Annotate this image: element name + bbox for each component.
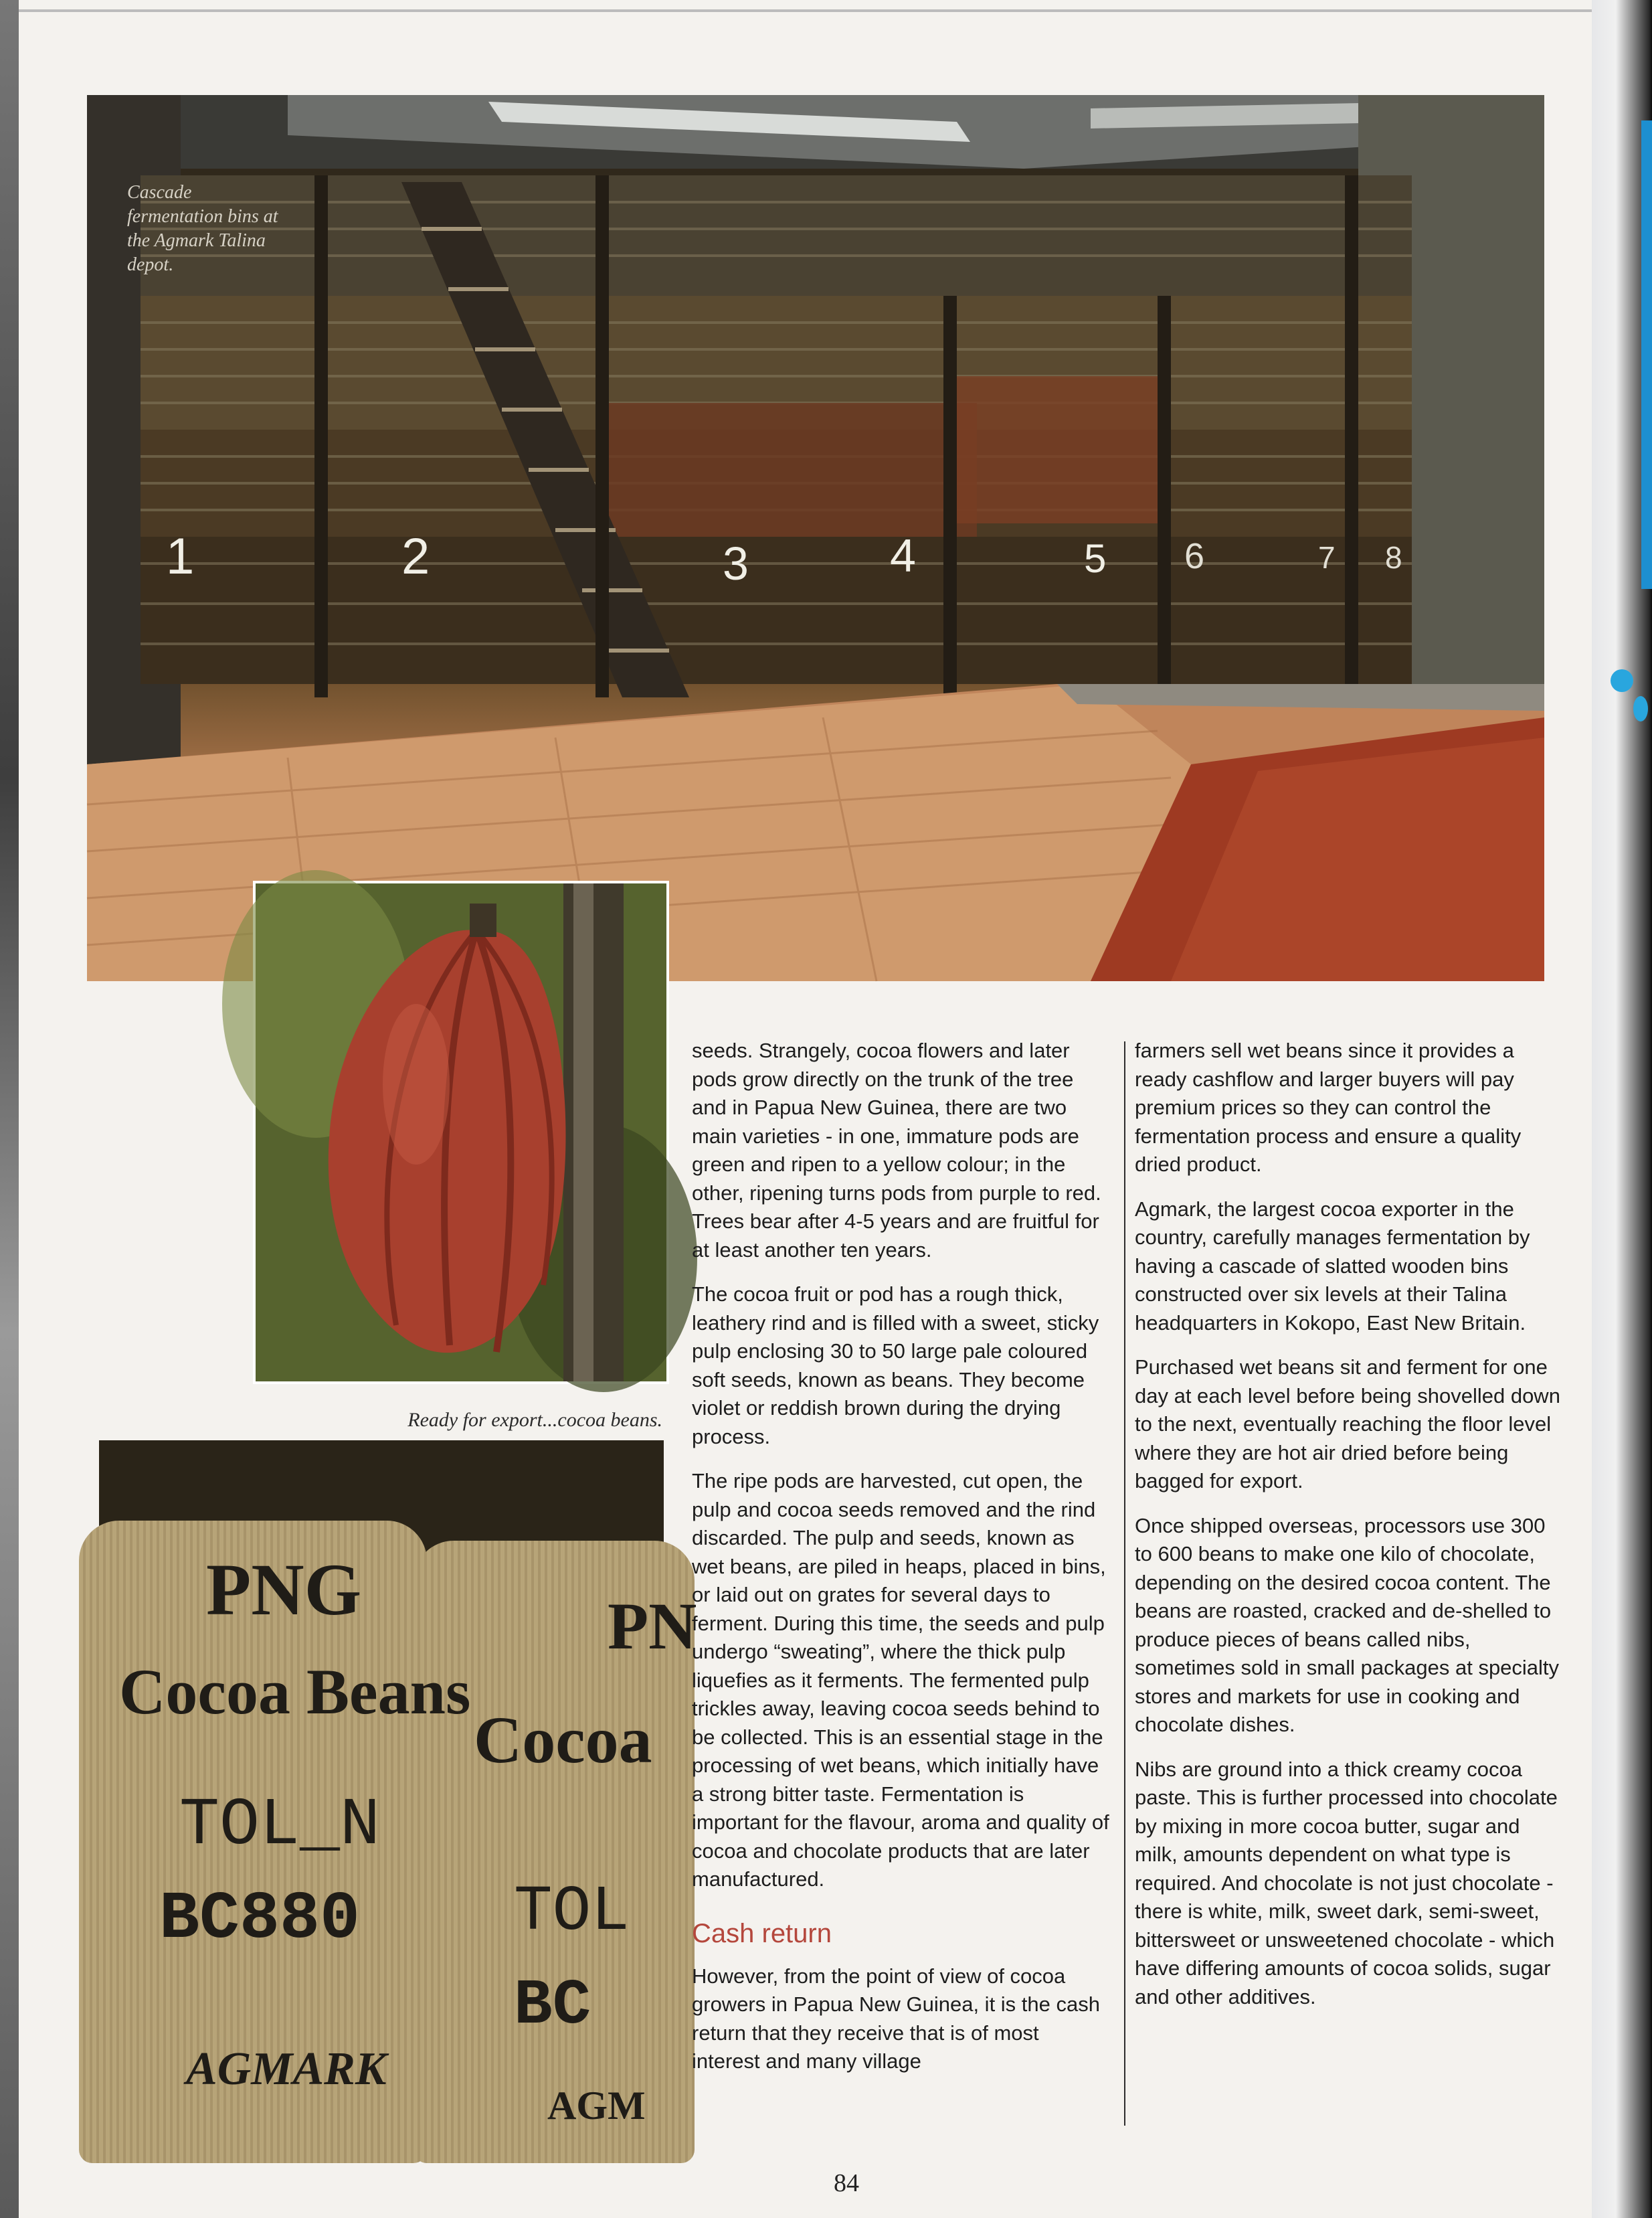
article-paragraph: The cocoa fruit or pod has a rough thick, leathery rind and is filled with a sweet, sticky pulp enclosing 30 to 50 large pale coloured soft seeds, known as beans. They become violet or reddish brown during the drying process. — [692, 1282, 1099, 1448]
blue-dot-decoration — [1611, 669, 1633, 692]
cocoa-pod-photo — [253, 881, 669, 1384]
sack-label-stencil: TOL — [514, 1875, 630, 1948]
cocoa-sacks-photo — [99, 1440, 697, 2136]
bin-number: 6 — [1184, 536, 1205, 576]
bin-number: 7 — [1318, 540, 1336, 575]
article-paragraph: Once shipped overseas, processors use 300 to 600 beans to make one kilo of chocolate, depending on the desired cocoa content. The beans are roasted, cracked and de-shelled to produce pieces of beans called nibs, sometimes sold in small packages at specialty stores and markets for use in cooking and chocolate dishes. — [1135, 1513, 1560, 1736]
bin-number: 4 — [890, 529, 916, 582]
section-heading: Cash return — [692, 1918, 832, 1948]
article-paragraph: Nibs are ground into a thick creamy cocoa paste. This is further processed into chocolate by mixing in more cocoa butter, sugar and milk, amounts dependent on what type is required. And chocolate is not just chocolate - there is white, milk, sweet dark, semi-sweet, bittersweet or unsweetened chocolate - which have differing amounts of cocoa solids, sugar and other additives. — [1135, 1757, 1558, 2009]
article-paragraph: However, from the point of view of cocoa growers in Papua New Guinea, it is the cash return that they receive that is of most interest and many village — [692, 1964, 1100, 2073]
article-paragraph: seeds. Strangely, cocoa flowers and later pods grow directly on the trunk of the tree and in Papua New Guinea, there are two main varieties - in one, immature pods are green and ripen to a yellow colour; in the other, ripening turns pods from purple to red. Trees bear after 4-5 years and are fruitful for at least another ten years. — [692, 1039, 1101, 1262]
facing-page-blue-bar — [1641, 120, 1652, 589]
article-paragraph: farmers sell wet beans since it provides a ready cashflow and larger buyers will pay premium prices so they can control the fermentation process and ensure a quality dried product. — [1135, 1039, 1522, 1176]
bin-number: 5 — [1084, 536, 1107, 581]
article-column-2 — [1135, 1037, 1563, 2027]
cocoa-pod-caption: Ready for export...cocoa beans. — [407, 1409, 662, 1431]
page-top-edge — [19, 9, 1652, 12]
article-paragraph: Agmark, the largest cocoa exporter in the country, carefully manages fermentation by having a cascade of slatted wooden bins constructed over six levels at their Talina headquarters in Kokopo, East New Britain. — [1135, 1197, 1530, 1335]
bin-number: 8 — [1385, 540, 1402, 575]
sack-label-cocoa: Cocoa — [474, 1703, 652, 1777]
sack-label-stencil: BC — [514, 1969, 591, 2042]
sack-label-stencil: TOL_N — [179, 1788, 381, 1864]
article-paragraph: The ripe pods are harvested, cut open, the pulp and cocoa seeds removed and the rind discarded. The pulp and seeds, known as wet beans, are piled in heaps, placed in bins, or laid out on grates for several days to ferment. During this time, the seeds and pulp undergo “sweating”, where the thick pulp liquefies as it ferments. The fermented pulp trickles away, leaving cocoa seeds behind to be collected. This is an essential stage in the processing of wet beans, which initially have a strong bitter taste. Fermentation is important for the flavour, aroma and quality of cocoa and chocolate products that are later manufactured. — [692, 1469, 1109, 1891]
sack-label-agmark: AGM — [547, 2083, 646, 2128]
sack-label-png: PN — [608, 1589, 697, 1663]
bin-number: 3 — [723, 537, 749, 590]
page-number: 84 — [834, 2169, 859, 2197]
sack-label-agmark: AGMARK — [186, 2043, 387, 2095]
bin-number: 1 — [166, 528, 195, 585]
bin-number: 2 — [401, 528, 430, 585]
article-paragraph: Purchased wet beans sit and ferment for one day at each level before being shovelled down to the next, eventually reaching the floor level where they are hot air dried before being bagged for export. — [1135, 1355, 1560, 1492]
fermentation-bins-caption: Cascade fermentation bins at the Agmark Talina depot. — [127, 182, 278, 275]
sack-label-stencil: BC880 — [159, 1882, 361, 1958]
sack-label-png: PNG — [206, 1549, 362, 1630]
column-divider — [1124, 1041, 1125, 2126]
fermentation-bins-photo — [87, 95, 1544, 981]
blue-dot-decoration — [1633, 696, 1648, 721]
page-binding-edge — [0, 0, 19, 2218]
sack-label-cocoa-beans: Cocoa Beans — [119, 1656, 471, 1727]
article-column-1 — [692, 1037, 1112, 2092]
